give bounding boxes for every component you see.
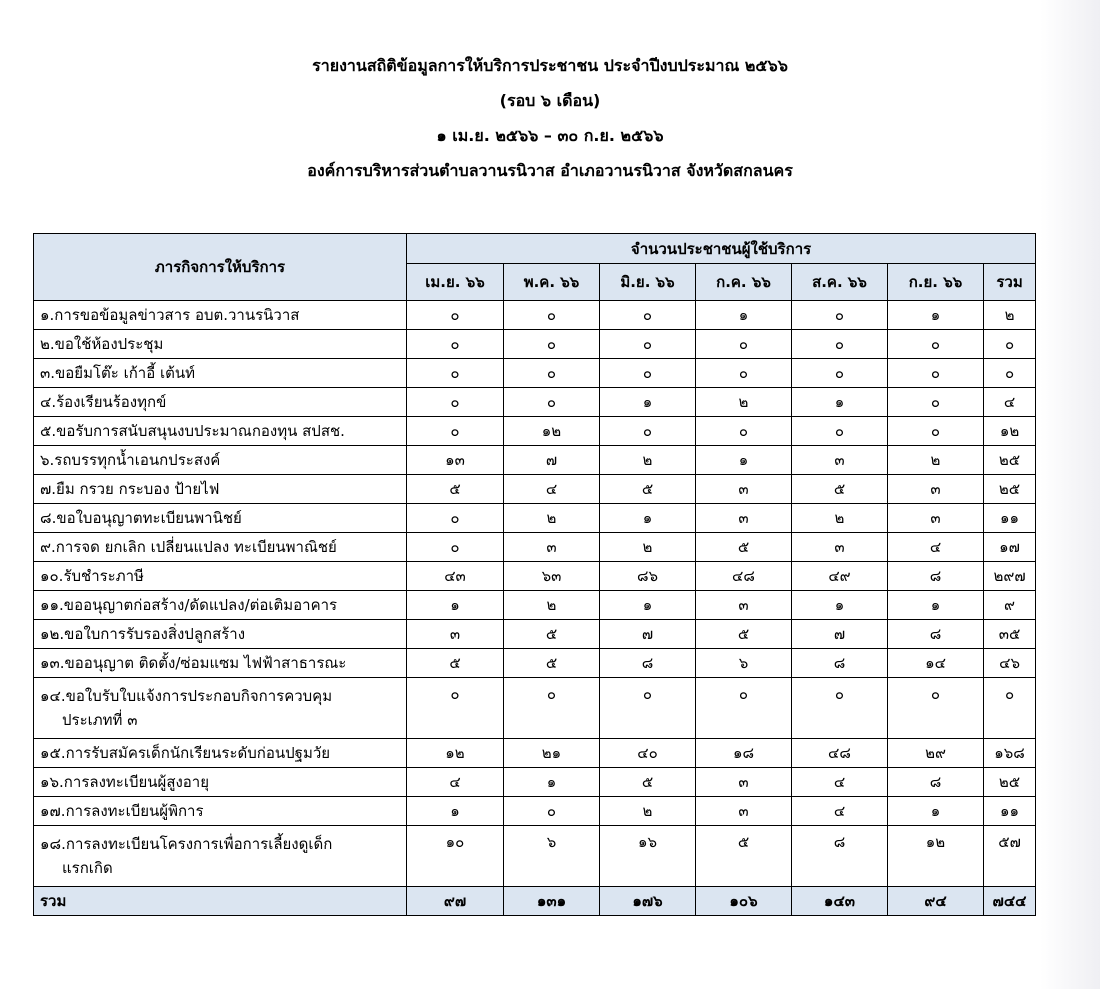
count-cell: ๐: [696, 417, 792, 446]
count-cell: ๐: [600, 417, 696, 446]
service-statistics-table: [33, 233, 1036, 916]
count-cell: ๐: [696, 359, 792, 388]
count-cell: ๓: [696, 475, 792, 504]
month-header: รวม: [984, 264, 1036, 301]
report-period-round: (รอบ ๖ เดือน): [499, 91, 601, 110]
count-cell: ๒: [504, 591, 600, 620]
count-cell: ๐: [888, 678, 984, 739]
count-cell: ๒: [792, 504, 888, 533]
count-cell: ๕: [407, 649, 504, 678]
count-cell: ๓: [792, 533, 888, 562]
count-cell: ๑: [600, 388, 696, 417]
service-item-cell: ๑๖.การลงทะเบียนผู้สูงอายุ: [34, 768, 407, 797]
count-cell: ๑: [888, 301, 984, 330]
service-item-cell: [34, 826, 407, 887]
count-cell: ๔๓: [407, 562, 504, 591]
service-item-cell: ๑.การขอข้อมูลข่าวสาร อบต.วานรนิวาส: [34, 301, 407, 330]
count-cell: ๓: [696, 591, 792, 620]
table-row: [34, 562, 1036, 591]
table-row: [34, 359, 1036, 388]
count-cell: ๐: [504, 678, 600, 739]
count-cell: ๐: [888, 388, 984, 417]
count-cell: ๔๙: [792, 562, 888, 591]
count-cell: ๔๐: [600, 739, 696, 768]
count-cell: ๑๒: [407, 739, 504, 768]
count-cell: ๐: [600, 330, 696, 359]
service-item-cell: ๓.ขอยืมโต๊ะ เก้าอี้ เต้นท์: [34, 359, 407, 388]
count-cell: ๔๘: [696, 562, 792, 591]
service-item-cell: ๑๑.ขออนุญาตก่อสร้าง/ดัดแปลง/ต่อเติมอาคาร: [34, 591, 407, 620]
count-cell: ๓๕: [984, 620, 1036, 649]
count-cell: ๓: [696, 504, 792, 533]
count-cell: ๑: [888, 591, 984, 620]
service-item-cell: ๗.ยืม กรวย กระบอง ป้ายไฟ: [34, 475, 407, 504]
count-cell: ๗: [504, 446, 600, 475]
count-cell: ๒: [600, 797, 696, 826]
count-cell: ๐: [407, 678, 504, 739]
count-cell: ๐: [407, 504, 504, 533]
total-cell: ๗๔๔: [984, 887, 1036, 916]
count-cell: ๐: [504, 388, 600, 417]
service-item-cell: ๘.ขอใบอนุญาตทะเบียนพานิชย์: [34, 504, 407, 533]
table-row: [34, 533, 1036, 562]
count-cell: ๑๑: [984, 797, 1036, 826]
count-cell: ๔๖: [984, 649, 1036, 678]
count-cell: ๓: [407, 620, 504, 649]
count-cell: ๐: [696, 330, 792, 359]
count-cell: ๑: [792, 388, 888, 417]
report-title: รายงานสถิติข้อมูลการให้บริการประชาชน ประจำปีงบประมาณ ๒๕๖๖: [312, 56, 788, 75]
count-cell: ๐: [504, 301, 600, 330]
count-cell: ๔: [504, 475, 600, 504]
count-cell: ๕: [792, 475, 888, 504]
count-cell: ๑๖: [600, 826, 696, 887]
count-cell: ๑: [792, 591, 888, 620]
count-cell: ๙: [984, 591, 1036, 620]
month-header: ก.ย. ๖๖: [888, 264, 984, 301]
count-cell: ๓: [504, 533, 600, 562]
total-cell: ๑๓๑: [504, 887, 600, 916]
count-cell: ๑: [504, 768, 600, 797]
count-cell: ๓: [888, 504, 984, 533]
count-cell: ๐: [984, 359, 1036, 388]
count-cell: ๘: [888, 620, 984, 649]
count-cell: ๒: [696, 388, 792, 417]
table-row: [34, 797, 1036, 826]
count-cell: ๒๕: [984, 475, 1036, 504]
service-item-cell: ๔.ร้องเรียนร้องทุกข์: [34, 388, 407, 417]
count-cell: ๐: [504, 359, 600, 388]
count-cell: ๘: [792, 649, 888, 678]
count-cell: ๐: [600, 359, 696, 388]
count-cell: ๐: [407, 359, 504, 388]
count-cell: ๕: [696, 826, 792, 887]
count-cell: ๖๓: [504, 562, 600, 591]
count-cell: ๑: [407, 591, 504, 620]
count-cell: ๑๐: [407, 826, 504, 887]
service-item-cell: ๖.รถบรรทุกน้ำเอนกประสงค์: [34, 446, 407, 475]
count-cell: ๑: [407, 797, 504, 826]
total-label: รวม: [34, 887, 407, 916]
count-cell: ๕: [504, 649, 600, 678]
count-cell: ๑๑: [984, 504, 1036, 533]
count-cell: ๐: [504, 330, 600, 359]
table-row: [34, 739, 1036, 768]
count-cell: ๔: [792, 797, 888, 826]
table-row: [34, 388, 1036, 417]
count-cell: ๑: [696, 446, 792, 475]
count-cell: ๒๑: [504, 739, 600, 768]
service-item-label-continued: ประเภทที่ ๓: [62, 711, 138, 729]
count-cell: ๐: [792, 678, 888, 739]
table-row: [34, 417, 1036, 446]
month-header: เม.ย. ๖๖: [407, 264, 504, 301]
service-item-cell: ๑๗.การลงทะเบียนผู้พิการ: [34, 797, 407, 826]
count-cell: ๐: [984, 330, 1036, 359]
count-cell: ๒๙: [888, 739, 984, 768]
count-cell: ๐: [504, 797, 600, 826]
count-cell: ๖: [504, 826, 600, 887]
report-header: [0, 48, 1100, 188]
users-column-header: จำนวนประชาชนผู้ใช้บริการ: [407, 234, 1036, 264]
month-header: ส.ค. ๖๖: [792, 264, 888, 301]
table-row: [34, 475, 1036, 504]
count-cell: ๕: [407, 475, 504, 504]
count-cell: ๐: [600, 678, 696, 739]
total-row: [34, 887, 1036, 916]
count-cell: ๐: [407, 417, 504, 446]
count-cell: ๒: [600, 533, 696, 562]
count-cell: ๓: [792, 446, 888, 475]
count-cell: ๑: [696, 301, 792, 330]
count-cell: ๑๒: [984, 417, 1036, 446]
total-cell: ๑๔๓: [792, 887, 888, 916]
table-row: [34, 446, 1036, 475]
count-cell: ๐: [792, 417, 888, 446]
count-cell: ๒๙๗: [984, 562, 1036, 591]
count-cell: ๕: [696, 533, 792, 562]
report-date-range: ๑ เม.ย. ๒๕๖๖ – ๓๐ ก.ย. ๒๕๖๖: [436, 126, 664, 145]
count-cell: ๒: [600, 446, 696, 475]
count-cell: ๒: [504, 504, 600, 533]
count-cell: ๕: [504, 620, 600, 649]
count-cell: ๔: [792, 768, 888, 797]
count-cell: ๐: [888, 359, 984, 388]
count-cell: ๘: [888, 562, 984, 591]
table-row: [34, 620, 1036, 649]
report-organization: องค์การบริหารส่วนตำบลวานรนิวาส อำเภอวานรนิวาส จังหวัดสกลนคร: [307, 161, 793, 180]
count-cell: ๑: [600, 591, 696, 620]
total-cell: ๙๗: [407, 887, 504, 916]
count-cell: ๕๗: [984, 826, 1036, 887]
count-cell: ๕: [600, 475, 696, 504]
service-item-cell: ๙.การจด ยกเลิก เปลี่ยนแปลง ทะเบียนพาณิชย์: [34, 533, 407, 562]
count-cell: ๒: [984, 301, 1036, 330]
count-cell: ๐: [888, 417, 984, 446]
count-cell: ๐: [407, 533, 504, 562]
count-cell: ๐: [407, 301, 504, 330]
service-item-cell: ๕.ขอรับการสนับสนุนงบประมาณกองทุน สปสช.: [34, 417, 407, 446]
count-cell: ๘: [600, 649, 696, 678]
count-cell: ๗: [792, 620, 888, 649]
total-cell: ๑๗๖: [600, 887, 696, 916]
service-item-cell: ๑๒.ขอใบการรับรองสิ่งปลูกสร้าง: [34, 620, 407, 649]
count-cell: ๖: [696, 649, 792, 678]
count-cell: ๒: [888, 446, 984, 475]
count-cell: ๘๖: [600, 562, 696, 591]
count-cell: ๐: [407, 330, 504, 359]
month-header: มิ.ย. ๖๖: [600, 264, 696, 301]
count-cell: ๐: [792, 301, 888, 330]
service-column-header: ภารกิจการให้บริการ: [34, 234, 407, 301]
count-cell: ๑๘: [696, 739, 792, 768]
count-cell: ๑๒: [888, 826, 984, 887]
count-cell: ๓: [696, 797, 792, 826]
table-row: [34, 330, 1036, 359]
service-item-label: ๑๘.การลงทะเบียนโครงการเพื่อการเลี้ยงดูเด็ก: [40, 835, 333, 853]
month-header: พ.ค. ๖๖: [504, 264, 600, 301]
count-cell: ๐: [984, 678, 1036, 739]
table-row: [34, 768, 1036, 797]
service-item-cell: ๒.ขอใช้ห้องประชุม: [34, 330, 407, 359]
count-cell: ๔๘: [792, 739, 888, 768]
table-row: [34, 504, 1036, 533]
count-cell: ๔: [984, 388, 1036, 417]
count-cell: ๓: [888, 475, 984, 504]
table-row: [34, 826, 1036, 887]
count-cell: ๗: [600, 620, 696, 649]
count-cell: ๐: [888, 330, 984, 359]
count-cell: ๐: [792, 330, 888, 359]
service-item-cell: [34, 678, 407, 739]
count-cell: ๘: [792, 826, 888, 887]
count-cell: ๓: [696, 768, 792, 797]
count-cell: ๘: [888, 768, 984, 797]
table-row: [34, 591, 1036, 620]
service-item-label: ๑๔.ขอใบรับใบแจ้งการประกอบกิจการควบคุม: [40, 687, 333, 705]
count-cell: ๑๒: [504, 417, 600, 446]
service-item-cell: ๑๐.รับชำระภาษี: [34, 562, 407, 591]
count-cell: ๑: [888, 797, 984, 826]
count-cell: ๐: [407, 388, 504, 417]
count-cell: ๔: [888, 533, 984, 562]
count-cell: ๑๖๘: [984, 739, 1036, 768]
count-cell: ๒๕: [984, 446, 1036, 475]
count-cell: ๑: [600, 504, 696, 533]
count-cell: ๔: [407, 768, 504, 797]
service-item-cell: ๑๕.การรับสมัครเด็กนักเรียนระดับก่อนปฐมวัย: [34, 739, 407, 768]
count-cell: ๕: [696, 620, 792, 649]
total-cell: ๑๐๖: [696, 887, 792, 916]
count-cell: ๐: [792, 359, 888, 388]
count-cell: ๕: [600, 768, 696, 797]
table-row: [34, 301, 1036, 330]
total-cell: ๙๔: [888, 887, 984, 916]
count-cell: ๐: [600, 301, 696, 330]
service-item-label-continued: แรกเกิด: [62, 859, 113, 877]
count-cell: ๑๗: [984, 533, 1036, 562]
count-cell: ๒๕: [984, 768, 1036, 797]
count-cell: ๑๔: [888, 649, 984, 678]
count-cell: ๑๓: [407, 446, 504, 475]
service-item-cell: ๑๓.ขออนุญาต ติดตั้ง/ซ่อมแซม ไฟฟ้าสาธารณะ: [34, 649, 407, 678]
table-row: [34, 649, 1036, 678]
table-row: [34, 678, 1036, 739]
month-header: ก.ค. ๖๖: [696, 264, 792, 301]
count-cell: ๐: [696, 678, 792, 739]
